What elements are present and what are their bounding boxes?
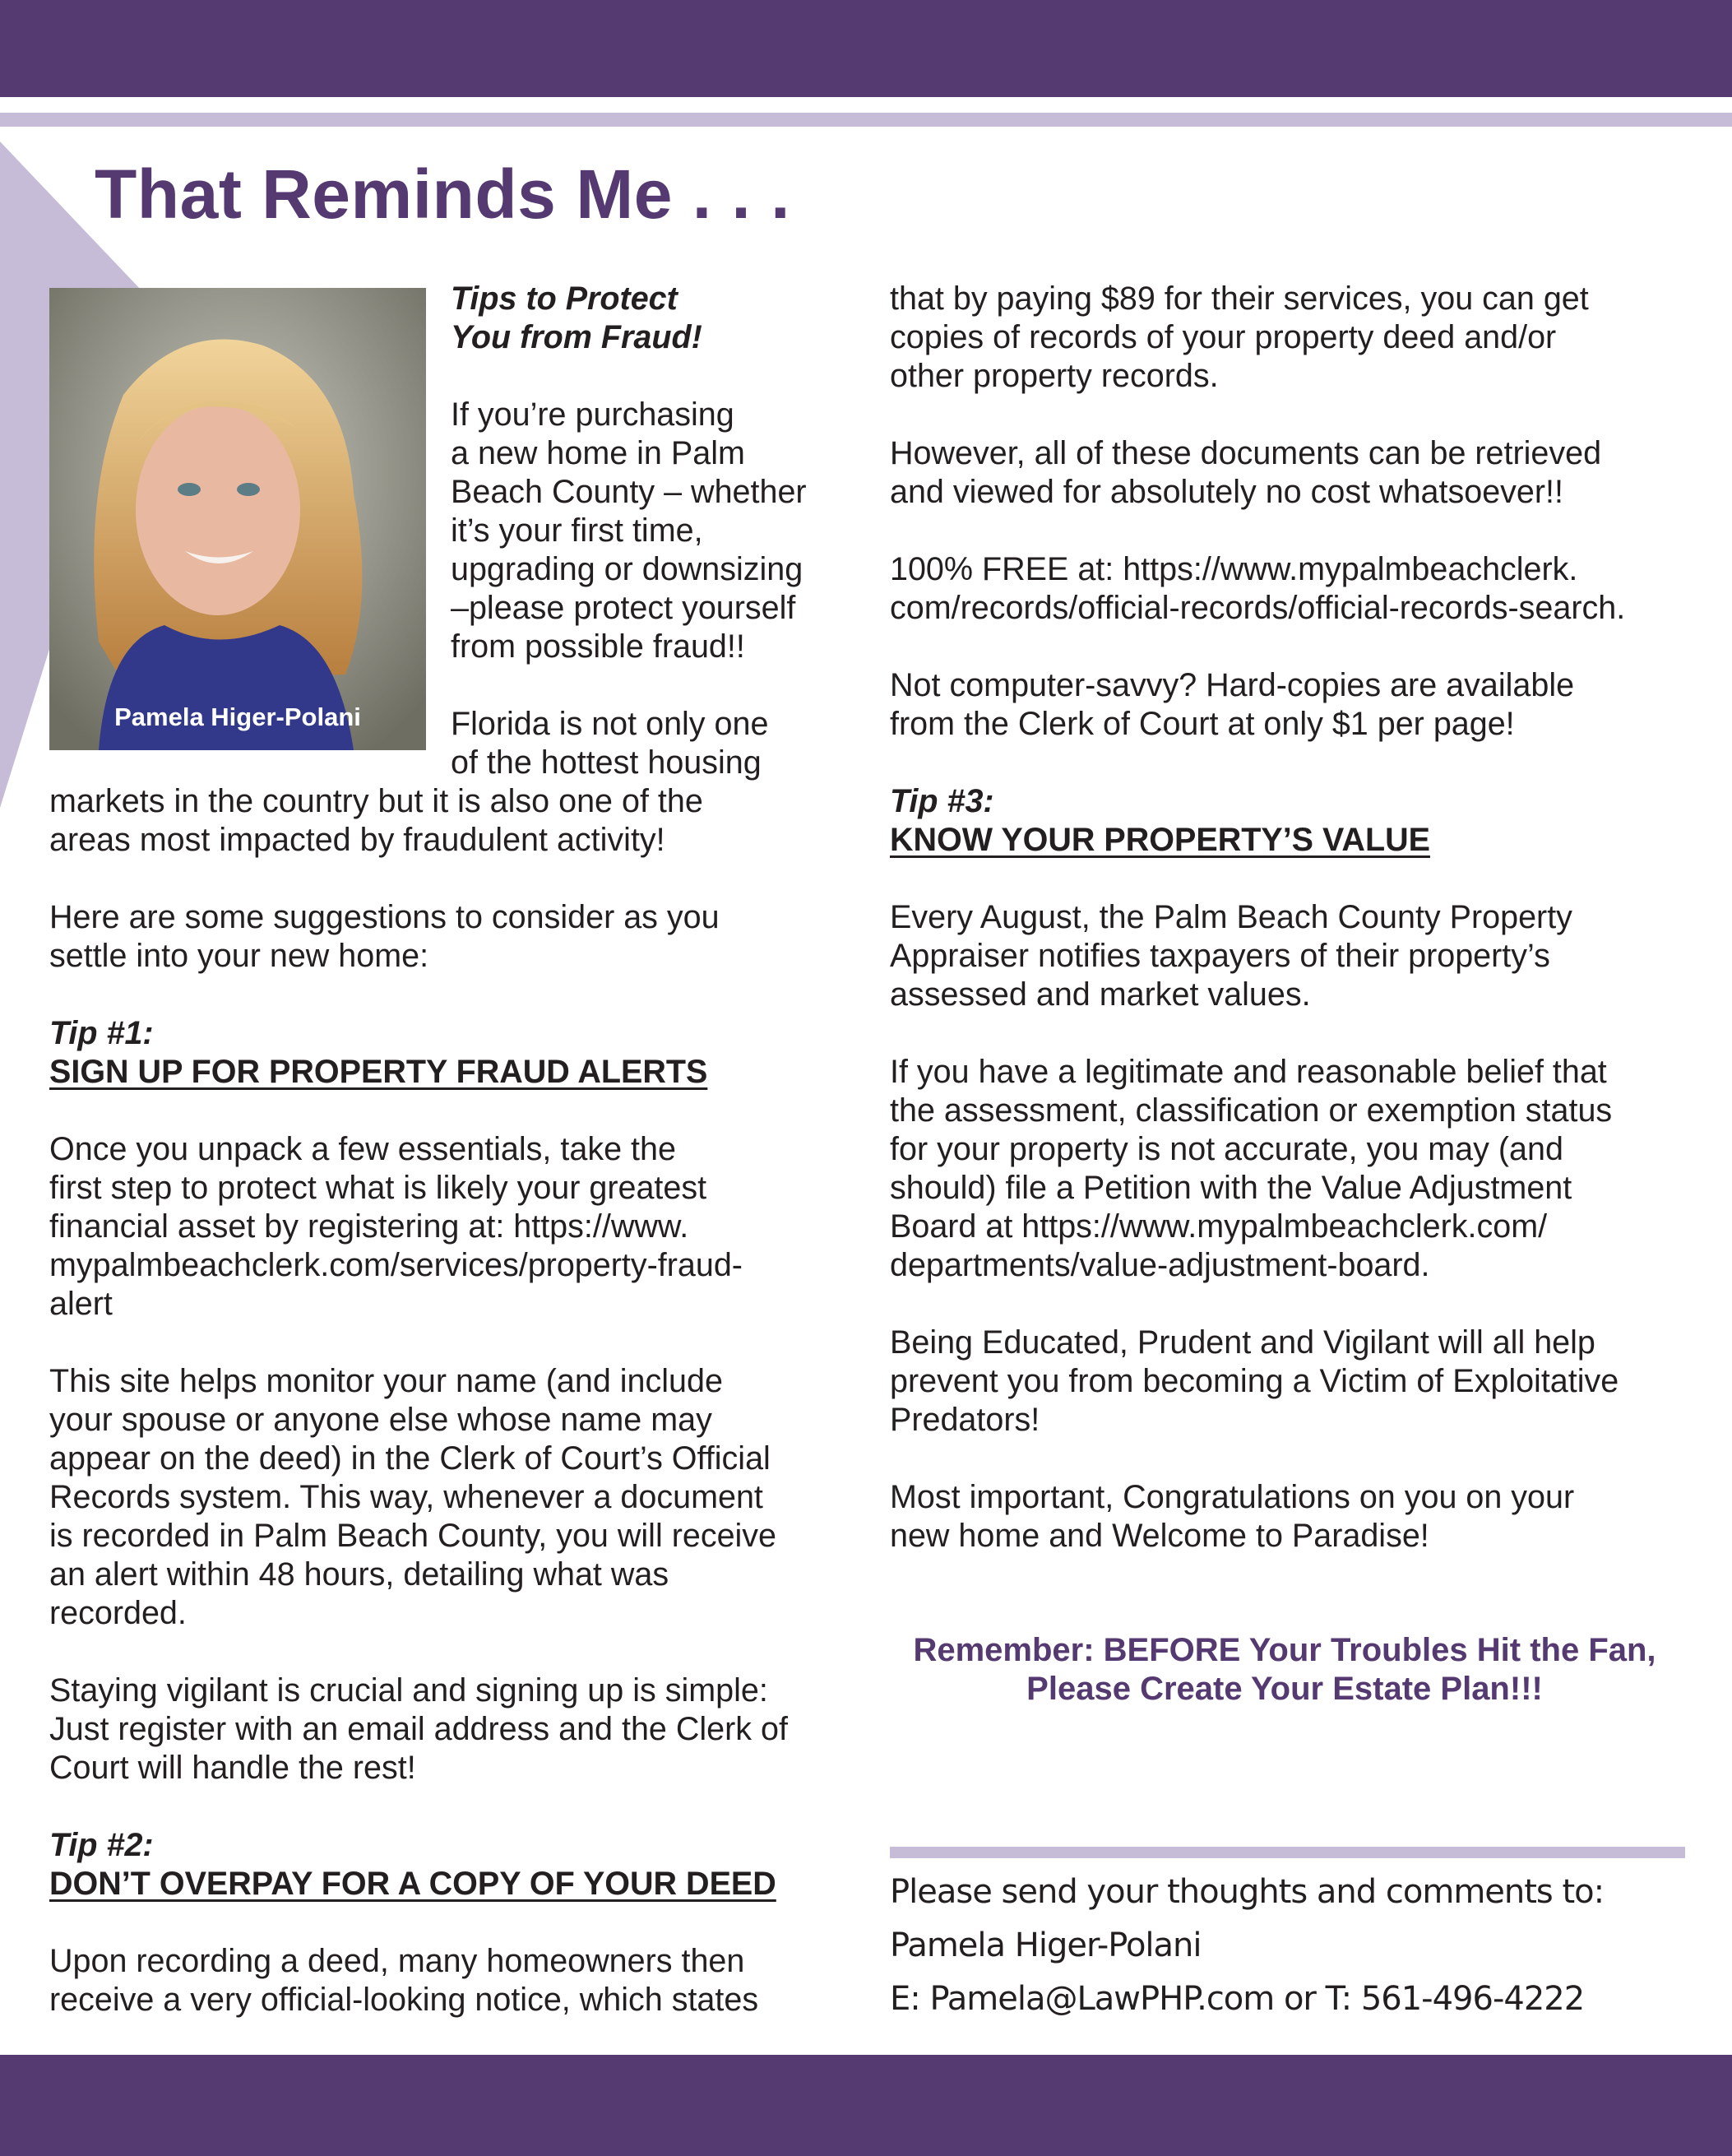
tip1-paragraph: Once you unpack a few essentials, take the first step to protect what is likely your greatest financial asset by registering at: https://www. mypalmbeachclerk.com/services/property-fraud- alert — [49, 1131, 743, 1322]
intro-text — [451, 396, 837, 821]
intro-paragraph-florida-cont: markets in the country but it is also one of the areas most impacted by fraudulent activity! — [49, 783, 703, 858]
tip1-subheading: SIGN UP FOR PROPERTY FRAUD ALERTS — [49, 1054, 708, 1090]
contact-details: E: Pamela@LawPHP.com or T: 561-496-4222 — [890, 1980, 1585, 2018]
tip2-subheading: DON’T OVERPAY FOR A COPY OF YOUR DEED — [49, 1866, 776, 1902]
tip2-heading: Tip #2: — [49, 1827, 154, 1863]
tip3-paragraph: If you have a legitimate and reasonable belief that the assessment, classification or exemption status for your property is not accurate, you may (and should) file a Petition with the Value Adjustment Board at https://www.mypalmbeachclerk.com/ departments/value-adjustment-board. — [890, 1054, 1613, 1283]
top-band — [0, 0, 1732, 97]
contact-divider — [890, 1847, 1685, 1858]
body-paragraph: Not computer-savvy? Hard-copies are available from the Clerk of Court at only $1 per page! — [890, 667, 1575, 742]
bottom-band — [0, 2055, 1732, 2156]
contact-block — [890, 1866, 1604, 2026]
contact-prompt: Please send your thoughts and comments to: — [890, 1873, 1605, 1911]
tip1-paragraph: Staying vigilant is crucial and signing up is simple: Just register with an email address and the Clerk of Court will handle the rest! — [49, 1672, 788, 1786]
tip1-paragraph: This site helps monitor your name (and include your spouse or anyone else whose name may appear on the deed) in the Clerk of Court’s Official Records system. This way, whenever a document is recorded in Palm Beach County, you will receive an alert within 48 hours, detailing what was recorded. — [49, 1363, 777, 1631]
intro-paragraph: If you’re purchasing a new home in Palm Beach County – whether it’s your first time, upgrading or downsizing –please protect yourself from possible fraud!! — [451, 396, 807, 665]
photo-caption: Pamela Higer-Polani — [114, 702, 361, 731]
tip3-paragraph: Every August, the Palm Beach County Property Appraiser notifies taxpayers of their property’s assessed and market values. — [890, 899, 1572, 1013]
intro-paragraph-florida: Florida is not only one of the hottest housing — [451, 706, 769, 781]
body-paragraph: However, all of these documents can be retrieved and viewed for absolutely no cost whatsoever!! — [890, 435, 1602, 510]
right-column — [890, 280, 1704, 1556]
tip2-paragraph-cont: that by paying $89 for their services, you can get copies of records of your property deed and/or other property records. — [890, 281, 1589, 394]
closing-paragraph: Most important, Congratulations on you on your new home and Welcome to Paradise! — [890, 1479, 1575, 1554]
author-photo — [49, 288, 426, 750]
closing-paragraph: Being Educated, Prudent and Vigilant will all help prevent you from becoming a Victim of Exploitative Predators! — [890, 1324, 1619, 1438]
tip1-heading: Tip #1: — [49, 1015, 154, 1051]
left-column — [49, 782, 855, 2019]
tip2-paragraph: Upon recording a deed, many homeowners then receive a very official-looking notice, which states — [49, 1943, 759, 2018]
tip3-heading: Tip #3: — [890, 783, 994, 819]
intro-title: Tips to Protect You from Fraud! — [451, 281, 702, 355]
tip3-subheading: KNOW YOUR PROPERTY’S VALUE — [890, 822, 1430, 858]
suggestions-paragraph: Here are some suggestions to consider as you settle into your new home: — [49, 899, 720, 974]
contact-name: Pamela Higer-Polani — [890, 1926, 1202, 1964]
body-paragraph: 100% FREE at: https://www.mypalmbeachclerk. com/records/official-records/official-records-search. — [890, 551, 1626, 626]
estate-plan-reminder: Remember: BEFORE Your Troubles Hit the Fan, Please Create Your Estate Plan!!! — [913, 1632, 1656, 1707]
page-title: That Reminds Me . . . — [95, 155, 790, 233]
top-divider — [0, 113, 1732, 127]
